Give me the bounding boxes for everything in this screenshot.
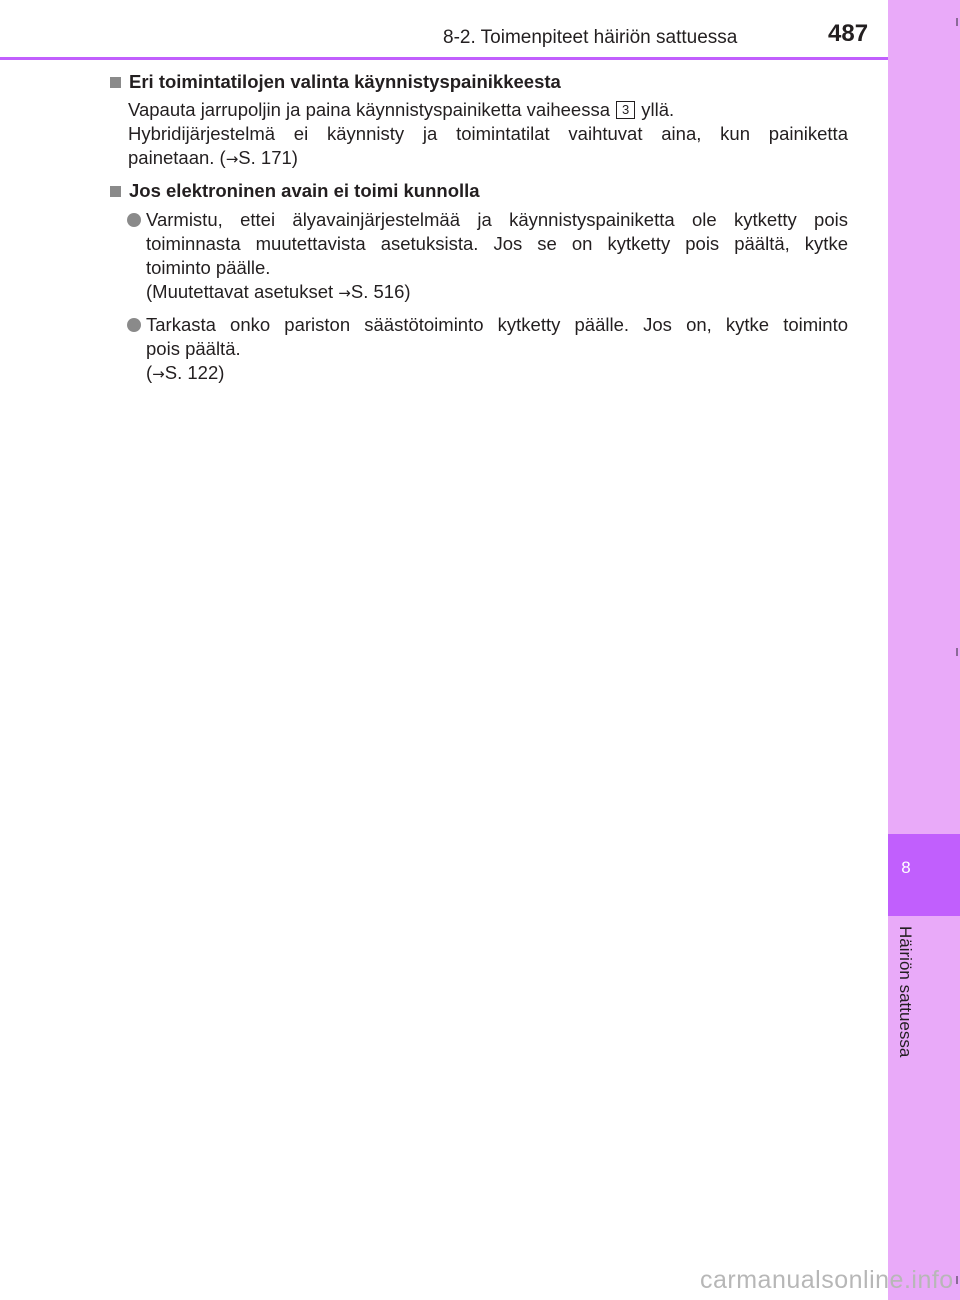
section-paragraph [128,98,848,171]
list-item-line: toiminnasta muutettavista asetuksista. Jos se on kytketty pois päältä, kytke [146,233,848,254]
header-section-title: 8-2. Toimenpiteet häiriön sattuessa [443,27,738,48]
watermark: carmanualsonline.info [700,1266,954,1294]
arrow-icon: → [152,365,165,383]
page-content [108,70,848,386]
paragraph-line [128,98,848,122]
chapter-number: 8 [901,858,911,877]
step-number-box: 3 [616,101,635,119]
circle-bullet-icon [127,213,141,227]
list-item-line [146,280,848,305]
page-reference-link[interactable]: S. 122) [164,362,225,383]
chapter-side-strip [888,0,960,1300]
list-item [146,313,848,386]
crop-mark [956,18,958,26]
list-item-text: ( [146,362,153,383]
header-divider [0,57,888,60]
square-bullet-icon [110,186,121,197]
page-reference-link[interactable]: S. 171) [238,147,298,168]
page-number: 487 [828,20,869,47]
section-mode-selection [108,70,848,171]
crop-mark [956,1276,958,1284]
chapter-title: Häiriön sattuessa [896,926,915,1058]
crop-mark [956,648,958,656]
list-item-line: toiminto päälle. [146,257,271,278]
section-heading [108,179,848,203]
list-item-text: (Muutettavat asetukset [146,281,339,302]
paragraph-text: Vapauta jarrupoljin ja paina käynnistyspainiketta vaiheessa [128,99,610,120]
paragraph-line: Hybridijärjestelmä ei käynnisty ja toimintatilat vaihtuvat aina, kun painiketta [128,123,848,144]
square-bullet-icon [110,77,121,88]
section-heading [108,70,848,94]
arrow-icon: → [338,284,351,302]
paragraph-text: painetaan. ( [128,147,226,168]
paragraph-line [128,146,848,171]
section-heading-text: Eri toimintatilojen valinta käynnistyspainikkeesta [129,71,561,92]
list-item-line: Varmistu, ettei älyavainjärjestelmää ja käynnistyspainiketta ole kytketty pois [146,209,848,230]
list-item-line [146,361,848,386]
list-item-line: pois päältä. [146,338,241,359]
page-reference-link[interactable]: S. 516) [350,281,411,302]
section-electronic-key [108,179,848,386]
list-item [146,208,848,305]
list-item-line: Tarkasta onko pariston säästötoiminto kytketty päälle. Jos on, kytke toiminto [146,314,848,335]
section-heading-text: Jos elektroninen avain ei toimi kunnolla [129,180,480,201]
paragraph-text: yllä. [641,99,675,120]
circle-bullet-icon [127,318,141,332]
arrow-icon: → [225,150,239,168]
